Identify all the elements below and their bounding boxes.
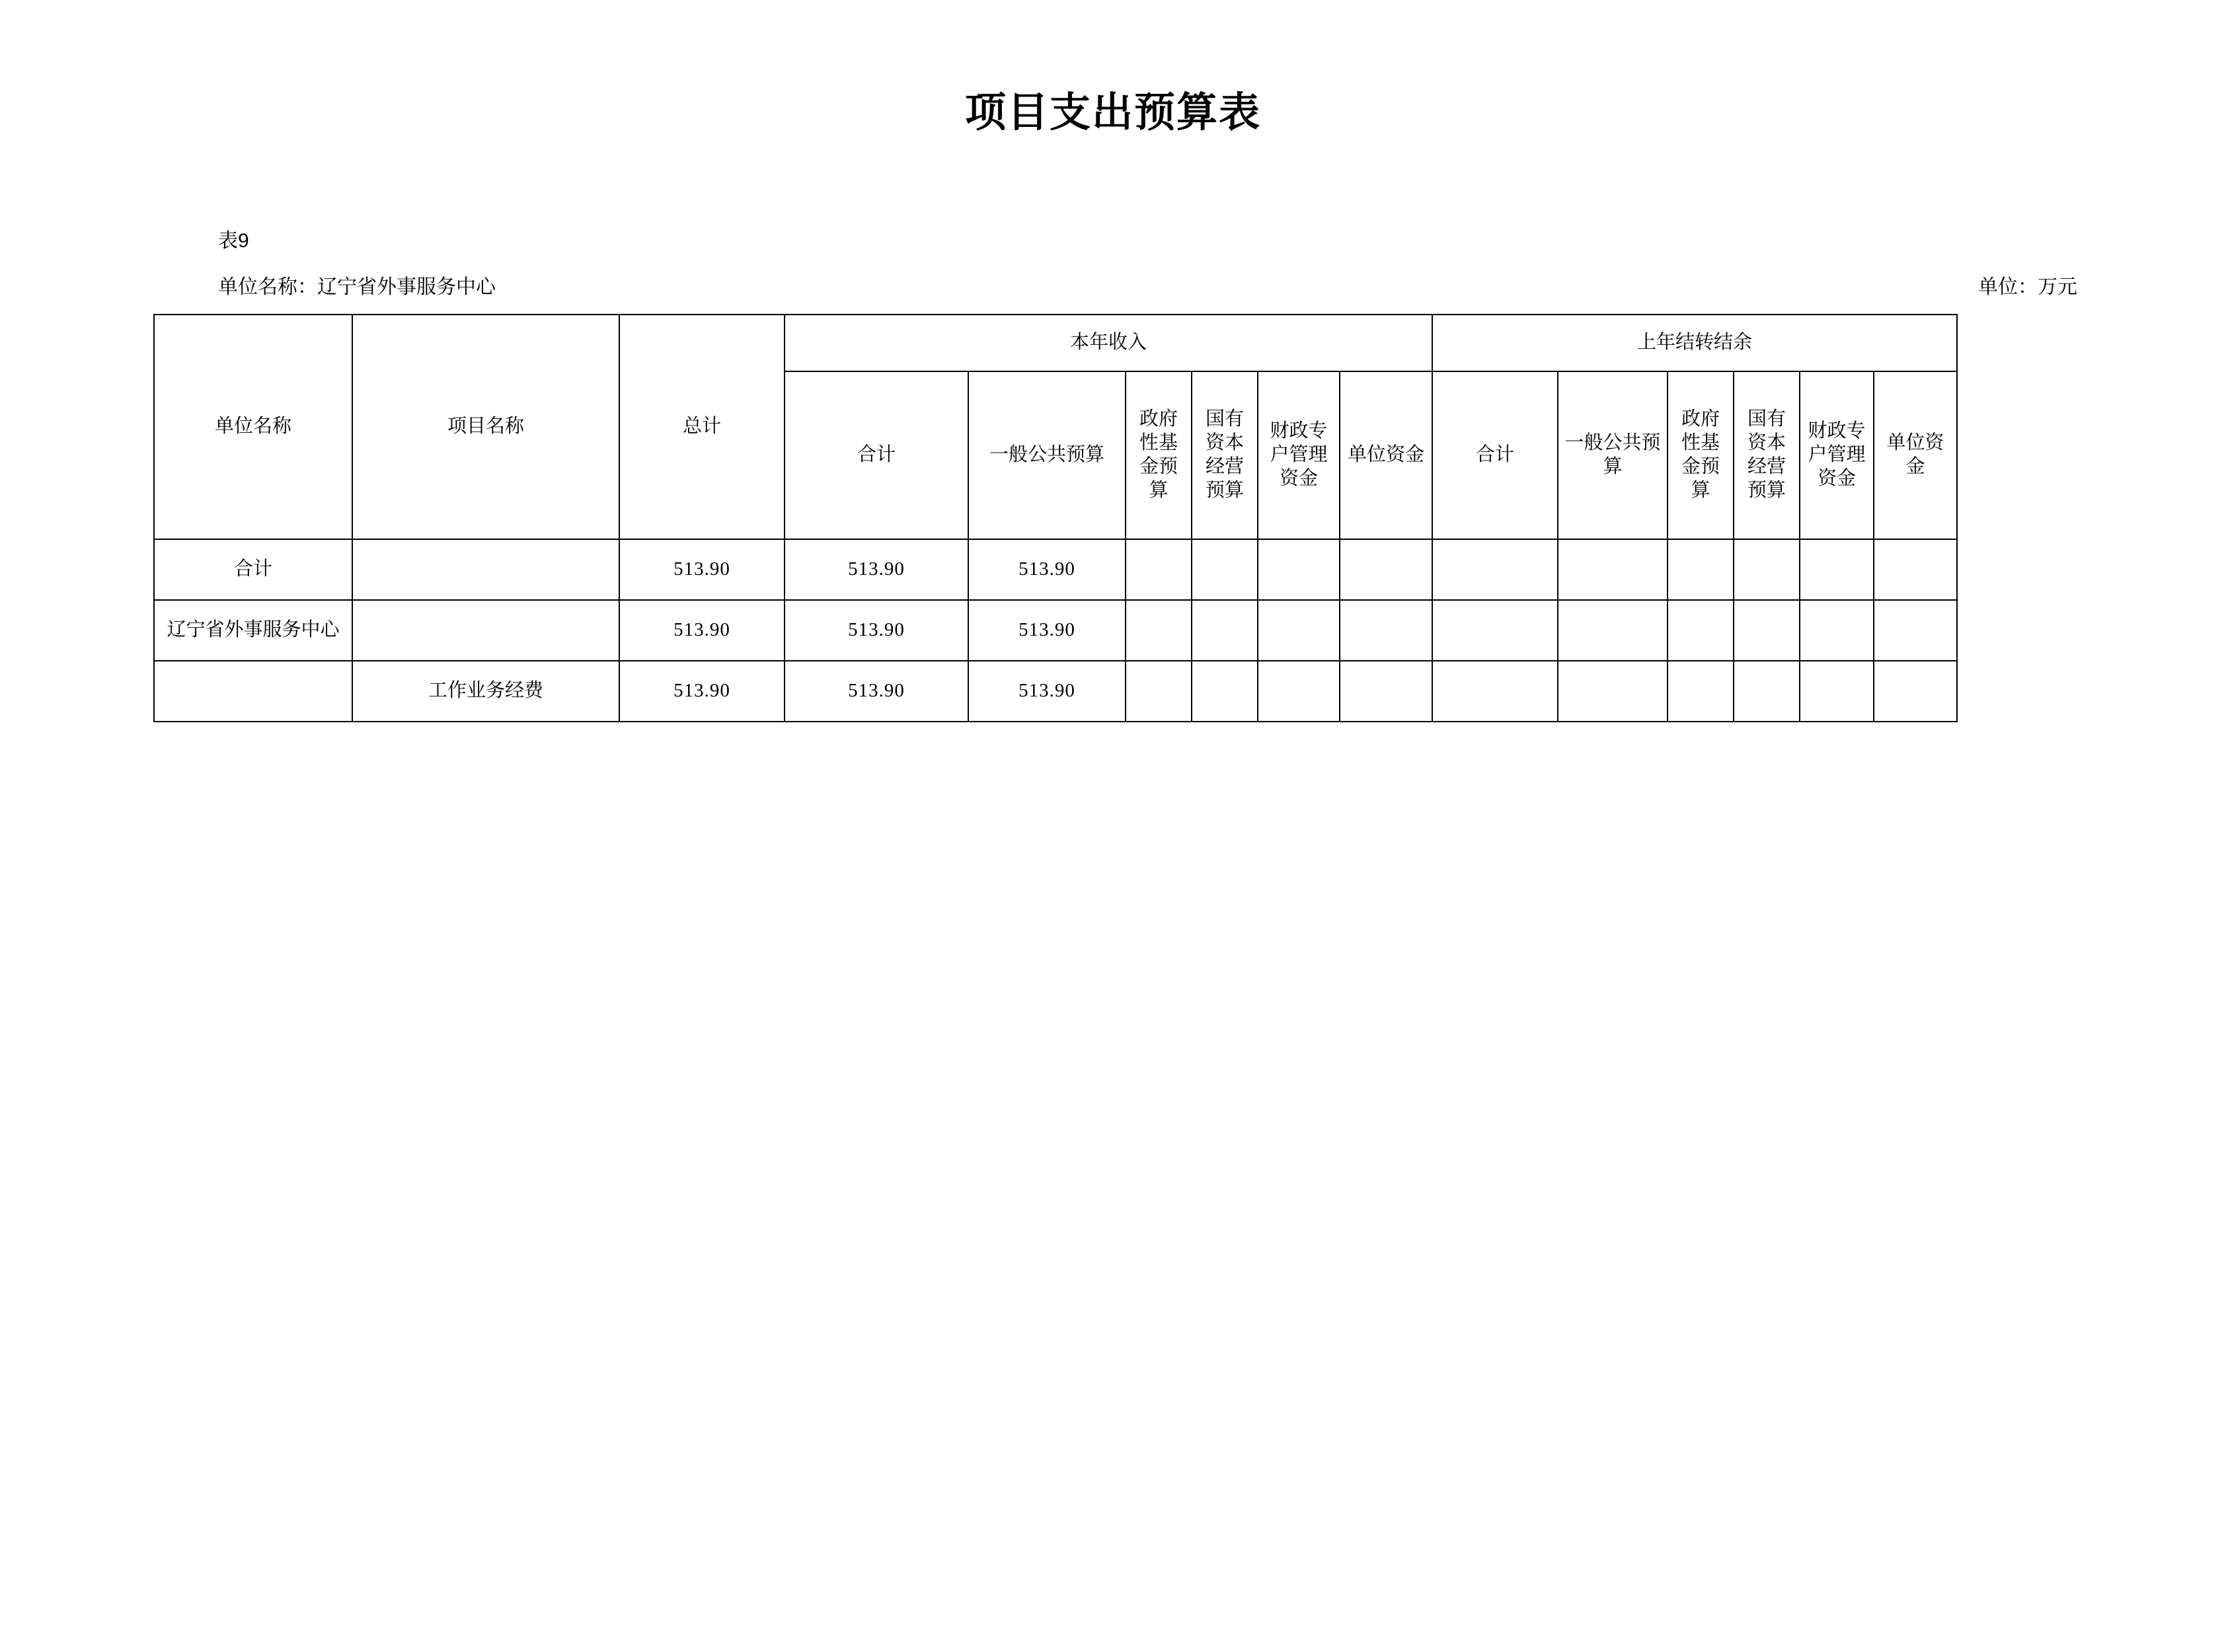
- cell-unit-name: [154, 661, 352, 722]
- cell-income-gov-fund: [1126, 539, 1192, 600]
- amount-unit-label: 单位：万元: [1978, 276, 2077, 298]
- cell-income-gov-fund: [1126, 600, 1192, 661]
- cell-income-fiscal-account: [1258, 600, 1340, 661]
- page-title: 项目支出预算表: [964, 90, 1261, 135]
- cell-income-soe-capital: [1192, 600, 1258, 661]
- col-header-income-gov-fund: 政府性基金预算: [1126, 371, 1192, 539]
- table-number: 表9: [218, 230, 249, 252]
- cell-income-soe-capital: [1192, 661, 1258, 722]
- col-header-carry-fiscal-account: 财政专户管理资金: [1800, 371, 1874, 539]
- col-header-unit-name: 单位名称: [154, 315, 352, 539]
- cell-unit-name: 合计: [154, 539, 352, 600]
- cell-carry-subtotal: [1432, 661, 1558, 722]
- col-header-income-fiscal-account: 财政专户管理资金: [1258, 371, 1340, 539]
- cell-carry-subtotal: [1432, 600, 1558, 661]
- col-header-project-name: 项目名称: [352, 315, 619, 539]
- col-header-carry-subtotal: 合计: [1432, 371, 1558, 539]
- cell-carry-soe-capital: [1734, 661, 1800, 722]
- cell-income-general-public: 513.90: [968, 600, 1126, 661]
- cell-unit-name: 辽宁省外事服务中心: [154, 600, 352, 661]
- cell-income-subtotal: 513.90: [785, 539, 968, 600]
- cell-total: 513.90: [619, 539, 785, 600]
- col-header-income-unit-fund: 单位资金: [1340, 371, 1432, 539]
- cell-carry-subtotal: [1432, 539, 1558, 600]
- cell-carry-soe-capital: [1734, 539, 1800, 600]
- cell-income-subtotal: 513.90: [785, 661, 968, 722]
- group-header-current-year-income: 本年收入: [785, 315, 1432, 371]
- table-row: [154, 661, 1957, 722]
- cell-income-soe-capital: [1192, 539, 1258, 600]
- table-group-header-row: [154, 315, 1957, 371]
- cell-carry-general-public: [1558, 661, 1668, 722]
- cell-project-name: [352, 539, 619, 600]
- col-header-income-soe-capital: 国有资本经营预算: [1192, 371, 1258, 539]
- col-header-carry-gov-fund: 政府性基金预算: [1668, 371, 1734, 539]
- cell-carry-fiscal-account: [1800, 600, 1874, 661]
- cell-carry-gov-fund: [1668, 661, 1734, 722]
- document-meta: [142, 224, 2084, 299]
- cell-income-unit-fund: [1340, 661, 1432, 722]
- meta-row: [218, 270, 2077, 299]
- col-header-carry-general-public: 一般公共预算: [1558, 371, 1668, 539]
- cell-total: 513.90: [619, 661, 785, 722]
- budget-table: [153, 314, 1958, 722]
- cell-income-gov-fund: [1126, 661, 1192, 722]
- table-row: [154, 539, 1957, 600]
- col-header-income-general-public: 一般公共预算: [968, 371, 1126, 539]
- cell-carry-fiscal-account: [1800, 661, 1874, 722]
- col-header-carry-soe-capital: 国有资本经营预算: [1734, 371, 1800, 539]
- cell-carry-gov-fund: [1668, 539, 1734, 600]
- cell-carry-general-public: [1558, 539, 1668, 600]
- col-header-total: 总计: [619, 315, 785, 539]
- cell-carry-unit-fund: [1874, 539, 1957, 600]
- cell-income-general-public: 513.90: [968, 661, 1126, 722]
- document-page: [0, 79, 2226, 1652]
- cell-income-general-public: 513.90: [968, 539, 1126, 600]
- group-header-prior-year-carryover: 上年结转结余: [1432, 315, 1957, 371]
- cell-income-fiscal-account: [1258, 661, 1340, 722]
- cell-income-fiscal-account: [1258, 539, 1340, 600]
- cell-income-subtotal: 513.90: [785, 600, 968, 661]
- cell-carry-gov-fund: [1668, 600, 1734, 661]
- cell-carry-soe-capital: [1734, 600, 1800, 661]
- cell-carry-unit-fund: [1874, 600, 1957, 661]
- cell-carry-unit-fund: [1874, 661, 1957, 722]
- cell-income-unit-fund: [1340, 600, 1432, 661]
- cell-carry-general-public: [1558, 600, 1668, 661]
- cell-income-unit-fund: [1340, 539, 1432, 600]
- col-header-income-subtotal: 合计: [785, 371, 968, 539]
- unit-name-label: 单位名称：辽宁省外事服务中心: [218, 276, 496, 298]
- cell-carry-fiscal-account: [1800, 539, 1874, 600]
- cell-project-name: 工作业务经费: [352, 661, 619, 722]
- table-row: [154, 600, 1957, 661]
- col-header-carry-unit-fund: 单位资金: [1874, 371, 1957, 539]
- cell-project-name: [352, 600, 619, 661]
- cell-total: 513.90: [619, 600, 785, 661]
